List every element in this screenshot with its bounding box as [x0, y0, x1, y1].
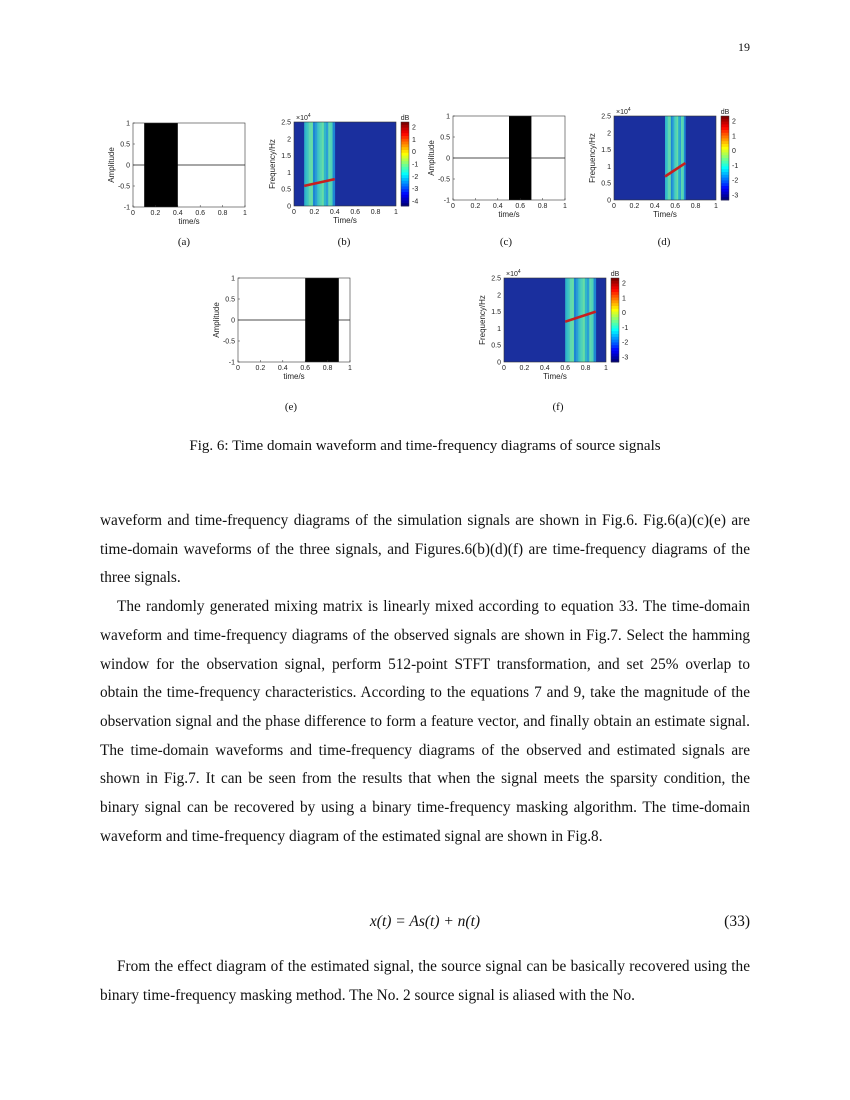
y-tick-label: 1.5	[601, 147, 611, 155]
colorbar-segment	[401, 181, 409, 184]
colorbar-segment	[611, 292, 619, 295]
colorbar-tick-label: -2	[622, 339, 629, 347]
x-axis-label: time/s	[498, 210, 520, 219]
x-tick-label: 1	[563, 203, 567, 210]
spectrogram-stripe	[583, 278, 585, 362]
colorbar-segment	[721, 152, 729, 155]
colorbar-segment	[401, 192, 409, 195]
subfigure-c	[428, 108, 578, 230]
colorbar-segment	[721, 116, 729, 119]
subfigure-f	[478, 268, 638, 392]
x-tick-label: 0.6	[670, 203, 681, 210]
axis-exponent	[296, 113, 311, 122]
colorbar-segment	[611, 284, 619, 287]
spectrogram-stripe	[317, 122, 319, 206]
colorbar-tick-label: -2	[732, 177, 739, 185]
colorbar-segment	[721, 161, 729, 164]
exponent-power: 4	[307, 113, 311, 119]
y-tick-label: 0.5	[491, 342, 501, 350]
colorbar-tick-label: -1	[732, 162, 739, 170]
y-tick-label: 0	[126, 162, 130, 170]
colorbar-segment	[611, 314, 619, 317]
colorbar-segment	[611, 342, 619, 345]
x-tick-label: 1	[348, 365, 352, 372]
x-tick-label: 0.6	[350, 209, 361, 216]
x-tick-label: 0.4	[277, 365, 288, 372]
colorbar-segment	[401, 139, 409, 142]
subfigure-b	[268, 112, 428, 232]
colorbar-segment	[611, 300, 619, 303]
colorbar-tick-label: -1	[622, 324, 629, 332]
y-tick-label: 0.5	[440, 134, 450, 142]
x-tick-label: 0.2	[470, 203, 481, 210]
spectrogram-stripe	[328, 122, 330, 206]
colorbar-segment	[721, 180, 729, 183]
x-tick-label: 0.4	[649, 203, 660, 210]
y-tick-label: -0.5	[222, 338, 235, 346]
colorbar-segment	[401, 178, 409, 181]
colorbar-segment	[401, 153, 409, 156]
colorbar-segment	[401, 128, 409, 131]
colorbar-unit: dB	[610, 271, 620, 278]
x-tick-label: 0.4	[329, 209, 340, 216]
colorbar-tick-label: 1	[732, 133, 736, 141]
colorbar-segment	[401, 195, 409, 198]
x-tick-label: 0.8	[690, 203, 701, 210]
colorbar-segment	[611, 345, 619, 348]
colorbar-segment	[721, 172, 729, 175]
y-tick-label: 0.5	[601, 180, 611, 188]
colorbar-segment	[721, 158, 729, 161]
colorbar-segment	[611, 309, 619, 312]
y-tick-label: 0	[231, 317, 235, 325]
colorbar-segment	[611, 356, 619, 359]
colorbar-segment	[721, 147, 729, 150]
colorbar-segment	[611, 312, 619, 315]
colorbar-tick-label: -3	[622, 354, 629, 362]
body-text-top	[100, 507, 750, 851]
x-tick-label: 0	[236, 365, 240, 372]
subfigure-label-f: (f)	[552, 401, 564, 413]
colorbar-segment	[611, 303, 619, 306]
colorbar-segment	[611, 295, 619, 298]
y-tick-label: 2.5	[281, 119, 291, 127]
colorbar-segment	[401, 200, 409, 203]
y-axis-label: Frequency/Hz	[268, 139, 277, 189]
x-tick-label: 0.8	[537, 203, 548, 210]
colorbar-segment	[721, 127, 729, 130]
x-tick-label: 0.2	[629, 203, 640, 210]
colorbar-segment	[721, 186, 729, 189]
paragraph-2: The randomly generated mixing matrix is linearly mixed according to equation 33. The time-domain waveform and time-frequency diagrams of the observed signals are shown in Fig.7. Select the hamming window for the observation signal, perform 512-point STFT transformation, and set 25% overlap to obtain the time-frequency characteristics. According to the equations 7 and 9, take the magnitude of the observation signal and the phase difference to form a feature vector, and finally obtain an estimate signal. The time-domain waveforms and time-frequency diagrams of the observed and estimated signals are shown in Fig.7. It can be seen from the results that when the signal meets the sparsity condition, the binary signal can be recovered by using a binary time-frequency masking algorithm. The time-domain waveform and time-frequency diagram of the estimated signal are shown in Fig.8.	[100, 598, 750, 845]
colorbar-tick-label: 2	[622, 280, 626, 288]
equation-expression: x(t) = As(t) + n(t)	[369, 913, 481, 930]
subfigure-d	[588, 106, 748, 232]
spectrogram-stripe	[324, 122, 326, 206]
colorbar-tick-label: -2	[412, 173, 419, 181]
colorbar-segment	[401, 130, 409, 133]
x-tick-label: 0.4	[492, 203, 503, 210]
subfigure-e	[213, 270, 368, 392]
colorbar-segment	[401, 122, 409, 125]
spectrogram-stripe	[587, 278, 589, 362]
y-tick-label: 1.5	[281, 153, 291, 161]
signal-burst	[509, 116, 531, 200]
colorbar-segment	[401, 150, 409, 153]
colorbar-segment	[611, 340, 619, 343]
x-axis-label: time/s	[283, 372, 305, 381]
colorbar-segment	[401, 142, 409, 145]
colorbar-tick-label: -4	[412, 198, 419, 206]
spectrogram-stripe	[333, 122, 335, 206]
colorbar-tick-label: -3	[412, 186, 419, 194]
x-tick-label: 0	[502, 365, 506, 372]
x-tick-label: 1	[714, 203, 718, 210]
x-tick-label: 0.2	[150, 210, 161, 217]
subfigure-a	[108, 115, 258, 230]
x-tick-label: 1	[394, 209, 398, 216]
colorbar-segment	[401, 167, 409, 170]
colorbar-segment	[721, 164, 729, 167]
subfigure-label-d: (d)	[657, 236, 671, 248]
x-tick-label: 0	[292, 209, 296, 216]
spectrogram-stripe	[594, 278, 596, 362]
colorbar-tick-label: 1	[622, 295, 626, 303]
colorbar-tick-label: -3	[732, 192, 739, 200]
x-tick-label: 0	[451, 203, 455, 210]
x-tick-label: 0.6	[560, 365, 571, 372]
signal-burst	[144, 123, 178, 207]
x-tick-label: 1	[604, 365, 608, 372]
colorbar-segment	[721, 155, 729, 158]
spectrogram-stripe	[330, 122, 332, 206]
colorbar-segment	[611, 289, 619, 292]
colorbar-unit: dB	[400, 115, 410, 122]
x-tick-label: 0.6	[515, 203, 526, 210]
colorbar-segment	[721, 136, 729, 139]
colorbar-segment	[401, 136, 409, 139]
y-tick-label: -1	[443, 197, 450, 205]
x-tick-label: 0.8	[322, 365, 333, 372]
colorbar-segment	[611, 298, 619, 301]
spectrogram-stripe	[576, 278, 578, 362]
spectrogram-stripe	[578, 278, 580, 362]
y-tick-label: 0	[287, 203, 291, 211]
colorbar-segment	[721, 124, 729, 127]
exponent-base: ×10	[506, 271, 518, 278]
colorbar-segment	[611, 351, 619, 354]
subfigure-label-e: (e)	[284, 401, 298, 413]
y-tick-label: -0.5	[117, 183, 130, 191]
waveform-plot-a	[108, 115, 258, 230]
subfigure-label-b: (b)	[337, 236, 351, 248]
spectrogram-stripe	[585, 278, 587, 362]
colorbar-segment	[401, 172, 409, 175]
axis-exponent	[616, 107, 631, 116]
colorbar-segment	[721, 150, 729, 153]
colorbar-tick-label: 0	[732, 148, 736, 156]
x-axis-label: Time/s	[543, 372, 567, 381]
colorbar-segment	[611, 278, 619, 281]
colorbar-segment	[721, 192, 729, 195]
y-tick-label: -0.5	[437, 176, 450, 184]
colorbar-segment	[611, 328, 619, 331]
x-axis-label: Time/s	[333, 216, 357, 225]
colorbar-segment	[401, 161, 409, 164]
exponent-base: ×10	[616, 109, 628, 116]
colorbar-segment	[721, 141, 729, 144]
x-tick-label: 0.4	[539, 365, 550, 372]
colorbar-segment	[721, 189, 729, 192]
y-tick-label: 0.5	[120, 141, 130, 149]
colorbar-tick-label: 0	[622, 310, 626, 318]
x-tick-label: 0.6	[300, 365, 311, 372]
exponent-base: ×10	[296, 115, 308, 122]
paragraph-1: waveform and time-frequency diagrams of the simulation signals are shown in Fig.6. Fig.6(a)(c)(e) are time-domain waveforms of the three signals, and Figures.6(b)(d)(f) are time-frequency diagrams of the three signals.	[100, 512, 750, 587]
colorbar-segment	[721, 166, 729, 169]
x-axis-label: time/s	[178, 217, 200, 226]
subfigure-label-c: (c)	[499, 236, 513, 248]
colorbar-tick-label: -1	[412, 161, 419, 169]
colorbar-segment	[401, 156, 409, 159]
spectrogram-stripe	[304, 122, 306, 206]
spectrogram-stripe	[684, 116, 686, 200]
signal-burst	[305, 278, 339, 362]
colorbar-segment	[721, 169, 729, 172]
body-text-bottom	[100, 953, 750, 1010]
colorbar-tick-label: 1	[412, 136, 416, 144]
colorbar-segment	[401, 186, 409, 189]
x-tick-label: 0	[612, 203, 616, 210]
y-tick-label: 1	[287, 169, 291, 177]
colorbar-segment	[611, 348, 619, 351]
spectrogram-stripe	[591, 278, 593, 362]
colorbar-segment	[611, 281, 619, 284]
equation-number: (33)	[724, 913, 750, 930]
spectrogram-plot-b	[268, 112, 428, 232]
colorbar-segment	[721, 178, 729, 181]
y-axis-label: Amplitude	[107, 147, 116, 183]
paragraph-3: From the effect diagram of the estimated signal, the source signal can be basically recovered using the binary time-frequency masking method. The No. 2 source signal is aliased with the No.	[100, 958, 750, 1004]
colorbar-segment	[721, 183, 729, 186]
colorbar-segment	[721, 122, 729, 125]
colorbar-segment	[401, 125, 409, 128]
spectrogram-stripe	[306, 122, 308, 206]
y-tick-label: 0	[607, 197, 611, 205]
x-tick-label: 0.8	[217, 210, 228, 217]
figure-caption: Fig. 6: Time domain waveform and time-frequency diagrams of source signals	[189, 438, 661, 454]
colorbar-segment	[721, 175, 729, 178]
colorbar-segment	[721, 144, 729, 147]
x-tick-label: 0.8	[580, 365, 591, 372]
x-tick-label: 0.8	[370, 209, 381, 216]
y-tick-label: 0	[497, 359, 501, 367]
colorbar-segment	[611, 317, 619, 320]
colorbar-segment	[611, 354, 619, 357]
subfigure-label-a: (a)	[177, 236, 191, 248]
spectrogram-stripe	[581, 278, 583, 362]
x-tick-label: 0.6	[195, 210, 206, 217]
colorbar-segment	[401, 164, 409, 167]
y-tick-label: -1	[228, 359, 235, 367]
spectrogram-stripe	[309, 122, 311, 206]
colorbar-tick-label: 2	[412, 124, 416, 132]
colorbar-segment	[611, 286, 619, 289]
colorbar-segment	[611, 331, 619, 334]
colorbar-segment	[401, 170, 409, 173]
equation-33	[100, 913, 750, 937]
x-tick-label: 0.4	[172, 210, 183, 217]
x-tick-label: 0.2	[255, 365, 266, 372]
exponent-power: 4	[517, 269, 521, 275]
page-number: 19	[738, 40, 750, 54]
spectrogram-stripe	[315, 122, 317, 206]
colorbar-segment	[401, 133, 409, 136]
y-tick-label: 0.5	[281, 186, 291, 194]
colorbar-segment	[401, 189, 409, 192]
spectrogram-plot-d	[588, 106, 748, 232]
colorbar-segment	[611, 306, 619, 309]
colorbar-segment	[401, 175, 409, 178]
y-tick-label: 2	[287, 136, 291, 144]
spectrogram-stripe	[311, 122, 313, 206]
x-tick-label: 0	[131, 210, 135, 217]
exponent-power: 4	[627, 107, 631, 113]
y-axis-label: Amplitude	[212, 302, 221, 338]
colorbar-segment	[401, 198, 409, 201]
colorbar-segment	[401, 147, 409, 150]
x-tick-label: 0.2	[519, 365, 530, 372]
y-tick-label: 0	[446, 155, 450, 163]
x-axis-label: Time/s	[653, 210, 677, 219]
colorbar-unit: dB	[720, 109, 730, 116]
y-axis-label: Frequency/Hz	[588, 133, 597, 183]
y-tick-label: 1	[446, 113, 450, 121]
y-tick-label: 1	[231, 275, 235, 283]
x-tick-label: 0.2	[309, 209, 320, 216]
colorbar-segment	[611, 326, 619, 329]
colorbar-segment	[721, 130, 729, 133]
colorbar-segment	[611, 320, 619, 323]
colorbar-segment	[401, 144, 409, 147]
y-tick-label: 1	[497, 325, 501, 333]
colorbar-segment	[401, 158, 409, 161]
waveform-plot-e	[213, 270, 368, 392]
y-axis-label: Amplitude	[427, 140, 436, 176]
colorbar-segment	[611, 323, 619, 326]
y-tick-label: 1	[607, 163, 611, 171]
colorbar-tick-label: 2	[732, 118, 736, 126]
colorbar-segment	[721, 133, 729, 136]
y-tick-label: 0.5	[225, 296, 235, 304]
y-tick-label: 1.5	[491, 309, 501, 317]
spectrogram-stripe	[320, 122, 322, 206]
spectrogram-stripe	[313, 122, 315, 206]
spectrogram-plot-f	[478, 268, 638, 392]
spectrogram-stripe	[326, 122, 328, 206]
colorbar-segment	[401, 184, 409, 187]
y-tick-label: 2	[607, 130, 611, 138]
spectrogram-stripe	[589, 278, 591, 362]
waveform-plot-c	[428, 108, 578, 230]
colorbar-tick-label: 0	[412, 149, 416, 157]
colorbar-segment	[611, 337, 619, 340]
colorbar-segment	[721, 119, 729, 122]
colorbar-segment	[721, 194, 729, 197]
axis-exponent	[506, 269, 521, 278]
colorbar-segment	[721, 138, 729, 141]
y-tick-label: -1	[123, 204, 130, 212]
y-tick-label: 2.5	[601, 113, 611, 121]
x-tick-label: 1	[243, 210, 247, 217]
y-tick-label: 2.5	[491, 275, 501, 283]
y-axis-label: Frequency/Hz	[478, 295, 487, 345]
spectrogram-stripe	[322, 122, 324, 206]
y-tick-label: 2	[497, 292, 501, 300]
y-tick-label: 1	[126, 120, 130, 128]
colorbar-segment	[611, 334, 619, 337]
